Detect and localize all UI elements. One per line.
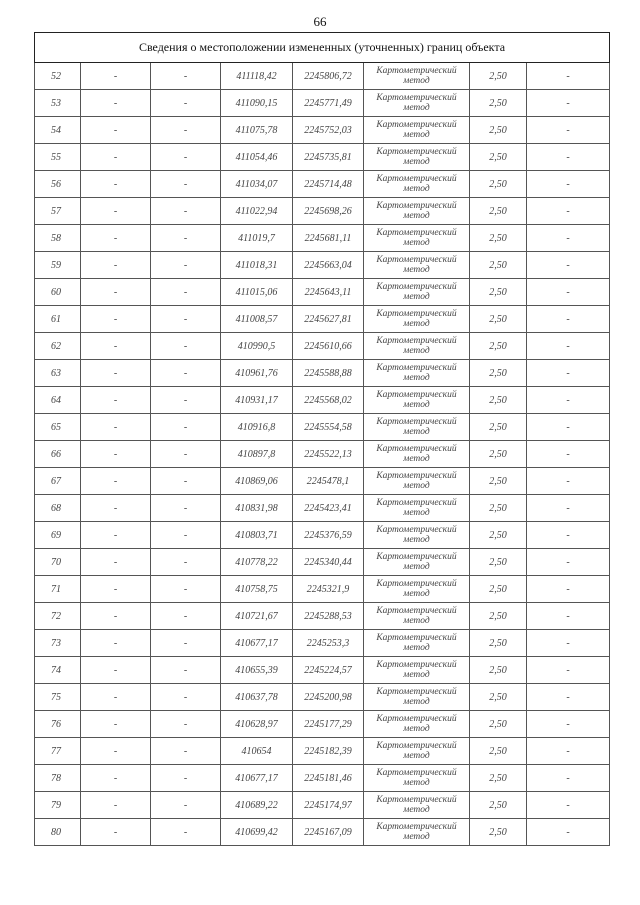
x-coordinate-cell: 410677,17 [221, 765, 293, 792]
method-cell: Картометрический метод [364, 765, 470, 792]
x-coordinate-cell: 411008,57 [221, 306, 293, 333]
empty-cell: - [527, 198, 610, 225]
empty-cell: - [527, 225, 610, 252]
empty-cell: - [151, 387, 221, 414]
y-coordinate-cell: 2245167,09 [293, 819, 364, 846]
method-cell: Картометрический метод [364, 819, 470, 846]
table-row [35, 63, 610, 90]
table-row [35, 630, 610, 657]
accuracy-cell: 2,50 [470, 306, 527, 333]
table-row [35, 495, 610, 522]
x-coordinate-cell: 410990,5 [221, 333, 293, 360]
accuracy-cell: 2,50 [470, 549, 527, 576]
empty-cell: - [81, 711, 151, 738]
table-row [35, 387, 610, 414]
empty-cell: - [527, 603, 610, 630]
empty-cell: - [81, 414, 151, 441]
table-row [35, 738, 610, 765]
accuracy-cell: 2,50 [470, 576, 527, 603]
empty-cell: - [527, 576, 610, 603]
empty-cell: - [151, 684, 221, 711]
x-coordinate-cell: 410677,17 [221, 630, 293, 657]
x-coordinate-cell: 410916,8 [221, 414, 293, 441]
table-row [35, 468, 610, 495]
empty-cell: - [81, 819, 151, 846]
method-cell: Картометрический метод [364, 792, 470, 819]
accuracy-cell: 2,50 [470, 63, 527, 90]
empty-cell: - [81, 387, 151, 414]
point-number-cell: 55 [35, 144, 81, 171]
empty-cell: - [527, 495, 610, 522]
empty-cell: - [151, 819, 221, 846]
table-row [35, 576, 610, 603]
method-cell: Картометрический метод [364, 441, 470, 468]
y-coordinate-cell: 2245698,26 [293, 198, 364, 225]
table-row [35, 144, 610, 171]
table-row [35, 333, 610, 360]
method-cell: Картометрический метод [364, 144, 470, 171]
empty-cell: - [81, 225, 151, 252]
accuracy-cell: 2,50 [470, 360, 527, 387]
y-coordinate-cell: 2245554,58 [293, 414, 364, 441]
y-coordinate-cell: 2245174,97 [293, 792, 364, 819]
method-cell: Картометрический метод [364, 549, 470, 576]
y-coordinate-cell: 2245522,13 [293, 441, 364, 468]
method-cell: Картометрический метод [364, 306, 470, 333]
accuracy-cell: 2,50 [470, 765, 527, 792]
y-coordinate-cell: 2245771,49 [293, 90, 364, 117]
empty-cell: - [81, 738, 151, 765]
x-coordinate-cell: 410758,75 [221, 576, 293, 603]
point-number-cell: 61 [35, 306, 81, 333]
empty-cell: - [81, 144, 151, 171]
point-number-cell: 62 [35, 333, 81, 360]
method-cell: Картометрический метод [364, 522, 470, 549]
empty-cell: - [151, 171, 221, 198]
point-number-cell: 57 [35, 198, 81, 225]
empty-cell: - [151, 738, 221, 765]
empty-cell: - [527, 333, 610, 360]
empty-cell: - [81, 90, 151, 117]
empty-cell: - [81, 252, 151, 279]
x-coordinate-cell: 410961,76 [221, 360, 293, 387]
table-row [35, 522, 610, 549]
x-coordinate-cell: 411090,15 [221, 90, 293, 117]
table-row [35, 684, 610, 711]
method-cell: Картометрический метод [364, 738, 470, 765]
x-coordinate-cell: 411118,42 [221, 63, 293, 90]
empty-cell: - [527, 63, 610, 90]
y-coordinate-cell: 2245321,9 [293, 576, 364, 603]
method-cell: Картометрический метод [364, 414, 470, 441]
x-coordinate-cell: 411075,78 [221, 117, 293, 144]
y-coordinate-cell: 2245643,11 [293, 279, 364, 306]
empty-cell: - [527, 657, 610, 684]
y-coordinate-cell: 2245681,11 [293, 225, 364, 252]
table-row [35, 549, 610, 576]
empty-cell: - [527, 144, 610, 171]
empty-cell: - [81, 279, 151, 306]
point-number-cell: 78 [35, 765, 81, 792]
x-coordinate-cell: 411054,46 [221, 144, 293, 171]
method-cell: Картометрический метод [364, 333, 470, 360]
table-row [35, 657, 610, 684]
empty-cell: - [527, 522, 610, 549]
accuracy-cell: 2,50 [470, 144, 527, 171]
point-number-cell: 52 [35, 63, 81, 90]
empty-cell: - [81, 684, 151, 711]
empty-cell: - [527, 252, 610, 279]
method-cell: Картометрический метод [364, 657, 470, 684]
y-coordinate-cell: 2245714,48 [293, 171, 364, 198]
y-coordinate-cell: 2245752,03 [293, 117, 364, 144]
empty-cell: - [527, 549, 610, 576]
empty-cell: - [81, 63, 151, 90]
empty-cell: - [527, 360, 610, 387]
empty-cell: - [151, 252, 221, 279]
accuracy-cell: 2,50 [470, 414, 527, 441]
y-coordinate-cell: 2245663,04 [293, 252, 364, 279]
empty-cell: - [151, 630, 221, 657]
empty-cell: - [151, 657, 221, 684]
accuracy-cell: 2,50 [470, 333, 527, 360]
empty-cell: - [527, 630, 610, 657]
table-row [35, 171, 610, 198]
accuracy-cell: 2,50 [470, 198, 527, 225]
point-number-cell: 74 [35, 657, 81, 684]
method-cell: Картометрический метод [364, 252, 470, 279]
y-coordinate-cell: 2245181,46 [293, 765, 364, 792]
accuracy-cell: 2,50 [470, 225, 527, 252]
page-number: 66 [313, 14, 327, 29]
method-cell: Картометрический метод [364, 387, 470, 414]
empty-cell: - [151, 360, 221, 387]
empty-cell: - [81, 117, 151, 144]
x-coordinate-cell: 410637,78 [221, 684, 293, 711]
table-row [35, 711, 610, 738]
x-coordinate-cell: 411034,07 [221, 171, 293, 198]
y-coordinate-cell: 2245340,44 [293, 549, 364, 576]
method-cell: Картометрический метод [364, 603, 470, 630]
accuracy-cell: 2,50 [470, 792, 527, 819]
empty-cell: - [151, 792, 221, 819]
empty-cell: - [81, 360, 151, 387]
x-coordinate-cell: 410897,8 [221, 441, 293, 468]
empty-cell: - [527, 90, 610, 117]
point-number-cell: 54 [35, 117, 81, 144]
method-cell: Картометрический метод [364, 468, 470, 495]
accuracy-cell: 2,50 [470, 522, 527, 549]
x-coordinate-cell: 410721,67 [221, 603, 293, 630]
y-coordinate-cell: 2245224,57 [293, 657, 364, 684]
empty-cell: - [151, 468, 221, 495]
empty-cell: - [151, 441, 221, 468]
empty-cell: - [81, 657, 151, 684]
empty-cell: - [527, 738, 610, 765]
method-cell: Картометрический метод [364, 711, 470, 738]
empty-cell: - [527, 387, 610, 414]
accuracy-cell: 2,50 [470, 279, 527, 306]
empty-cell: - [151, 144, 221, 171]
empty-cell: - [151, 117, 221, 144]
empty-cell: - [151, 765, 221, 792]
method-cell: Картометрический метод [364, 495, 470, 522]
empty-cell: - [151, 711, 221, 738]
accuracy-cell: 2,50 [470, 684, 527, 711]
empty-cell: - [81, 522, 151, 549]
empty-cell: - [81, 765, 151, 792]
point-number-cell: 69 [35, 522, 81, 549]
y-coordinate-cell: 2245478,1 [293, 468, 364, 495]
coordinates-table [34, 32, 610, 846]
x-coordinate-cell: 410655,39 [221, 657, 293, 684]
point-number-cell: 80 [35, 819, 81, 846]
empty-cell: - [527, 441, 610, 468]
method-cell: Картометрический метод [364, 198, 470, 225]
empty-cell: - [527, 684, 610, 711]
point-number-cell: 72 [35, 603, 81, 630]
empty-cell: - [81, 630, 151, 657]
x-coordinate-cell: 410831,98 [221, 495, 293, 522]
table-row [35, 819, 610, 846]
empty-cell: - [151, 495, 221, 522]
point-number-cell: 63 [35, 360, 81, 387]
x-coordinate-cell: 410699,42 [221, 819, 293, 846]
table-row [35, 252, 610, 279]
table-row [35, 765, 610, 792]
y-coordinate-cell: 2245200,98 [293, 684, 364, 711]
empty-cell: - [151, 333, 221, 360]
accuracy-cell: 2,50 [470, 171, 527, 198]
table-row [35, 306, 610, 333]
table-row [35, 225, 610, 252]
empty-cell: - [151, 198, 221, 225]
x-coordinate-cell: 410689,22 [221, 792, 293, 819]
accuracy-cell: 2,50 [470, 657, 527, 684]
point-number-cell: 64 [35, 387, 81, 414]
x-coordinate-cell: 411018,31 [221, 252, 293, 279]
point-number-cell: 68 [35, 495, 81, 522]
y-coordinate-cell: 2245182,39 [293, 738, 364, 765]
accuracy-cell: 2,50 [470, 90, 527, 117]
empty-cell: - [527, 171, 610, 198]
y-coordinate-cell: 2245288,53 [293, 603, 364, 630]
accuracy-cell: 2,50 [470, 630, 527, 657]
table-row [35, 90, 610, 117]
method-cell: Картометрический метод [364, 171, 470, 198]
table-row [35, 117, 610, 144]
empty-cell: - [81, 171, 151, 198]
y-coordinate-cell: 2245735,81 [293, 144, 364, 171]
x-coordinate-cell: 410931,17 [221, 387, 293, 414]
x-coordinate-cell: 411022,94 [221, 198, 293, 225]
x-coordinate-cell: 410778,22 [221, 549, 293, 576]
method-cell: Картометрический метод [364, 279, 470, 306]
empty-cell: - [81, 333, 151, 360]
y-coordinate-cell: 2245610,66 [293, 333, 364, 360]
empty-cell: - [151, 414, 221, 441]
point-number-cell: 60 [35, 279, 81, 306]
empty-cell: - [81, 468, 151, 495]
x-coordinate-cell: 410654 [221, 738, 293, 765]
method-cell: Картометрический метод [364, 576, 470, 603]
x-coordinate-cell: 410803,71 [221, 522, 293, 549]
accuracy-cell: 2,50 [470, 252, 527, 279]
y-coordinate-cell: 2245568,02 [293, 387, 364, 414]
point-number-cell: 53 [35, 90, 81, 117]
table-row [35, 441, 610, 468]
empty-cell: - [151, 522, 221, 549]
point-number-cell: 67 [35, 468, 81, 495]
accuracy-cell: 2,50 [470, 603, 527, 630]
accuracy-cell: 2,50 [470, 711, 527, 738]
empty-cell: - [527, 468, 610, 495]
point-number-cell: 59 [35, 252, 81, 279]
empty-cell: - [151, 603, 221, 630]
point-number-cell: 73 [35, 630, 81, 657]
point-number-cell: 77 [35, 738, 81, 765]
method-cell: Картометрический метод [364, 684, 470, 711]
y-coordinate-cell: 2245588,88 [293, 360, 364, 387]
accuracy-cell: 2,50 [470, 387, 527, 414]
empty-cell: - [527, 792, 610, 819]
empty-cell: - [81, 603, 151, 630]
point-number-cell: 70 [35, 549, 81, 576]
point-number-cell: 56 [35, 171, 81, 198]
empty-cell: - [151, 63, 221, 90]
empty-cell: - [81, 198, 151, 225]
point-number-cell: 75 [35, 684, 81, 711]
empty-cell: - [151, 90, 221, 117]
table-row [35, 792, 610, 819]
table-row [35, 414, 610, 441]
empty-cell: - [81, 495, 151, 522]
accuracy-cell: 2,50 [470, 468, 527, 495]
point-number-cell: 58 [35, 225, 81, 252]
empty-cell: - [81, 576, 151, 603]
empty-cell: - [81, 441, 151, 468]
method-cell: Картометрический метод [364, 630, 470, 657]
empty-cell: - [81, 306, 151, 333]
point-number-cell: 65 [35, 414, 81, 441]
method-cell: Картометрический метод [364, 225, 470, 252]
accuracy-cell: 2,50 [470, 117, 527, 144]
empty-cell: - [151, 549, 221, 576]
x-coordinate-cell: 411015,06 [221, 279, 293, 306]
empty-cell: - [151, 279, 221, 306]
empty-cell: - [527, 711, 610, 738]
point-number-cell: 76 [35, 711, 81, 738]
table-row [35, 279, 610, 306]
empty-cell: - [81, 792, 151, 819]
empty-cell: - [527, 414, 610, 441]
accuracy-cell: 2,50 [470, 819, 527, 846]
empty-cell: - [527, 819, 610, 846]
x-coordinate-cell: 410869,06 [221, 468, 293, 495]
empty-cell: - [527, 279, 610, 306]
point-number-cell: 79 [35, 792, 81, 819]
y-coordinate-cell: 2245423,41 [293, 495, 364, 522]
method-cell: Картометрический метод [364, 117, 470, 144]
empty-cell: - [151, 576, 221, 603]
y-coordinate-cell: 2245627,81 [293, 306, 364, 333]
method-cell: Картометрический метод [364, 360, 470, 387]
y-coordinate-cell: 2245376,59 [293, 522, 364, 549]
y-coordinate-cell: 2245177,29 [293, 711, 364, 738]
empty-cell: - [81, 549, 151, 576]
empty-cell: - [527, 306, 610, 333]
method-cell: Картометрический метод [364, 63, 470, 90]
y-coordinate-cell: 2245253,3 [293, 630, 364, 657]
empty-cell: - [151, 306, 221, 333]
accuracy-cell: 2,50 [470, 738, 527, 765]
accuracy-cell: 2,50 [470, 441, 527, 468]
table-row [35, 360, 610, 387]
point-number-cell: 66 [35, 441, 81, 468]
x-coordinate-cell: 411019,7 [221, 225, 293, 252]
table-title: Сведения о местоположении измененных (уточненных) границ объекта [35, 33, 610, 63]
y-coordinate-cell: 2245806,72 [293, 63, 364, 90]
x-coordinate-cell: 410628,97 [221, 711, 293, 738]
point-number-cell: 71 [35, 576, 81, 603]
empty-cell: - [151, 225, 221, 252]
empty-cell: - [527, 765, 610, 792]
method-cell: Картометрический метод [364, 90, 470, 117]
table-title-row [35, 33, 610, 63]
accuracy-cell: 2,50 [470, 495, 527, 522]
table-row [35, 603, 610, 630]
empty-cell: - [527, 117, 610, 144]
table-row [35, 198, 610, 225]
